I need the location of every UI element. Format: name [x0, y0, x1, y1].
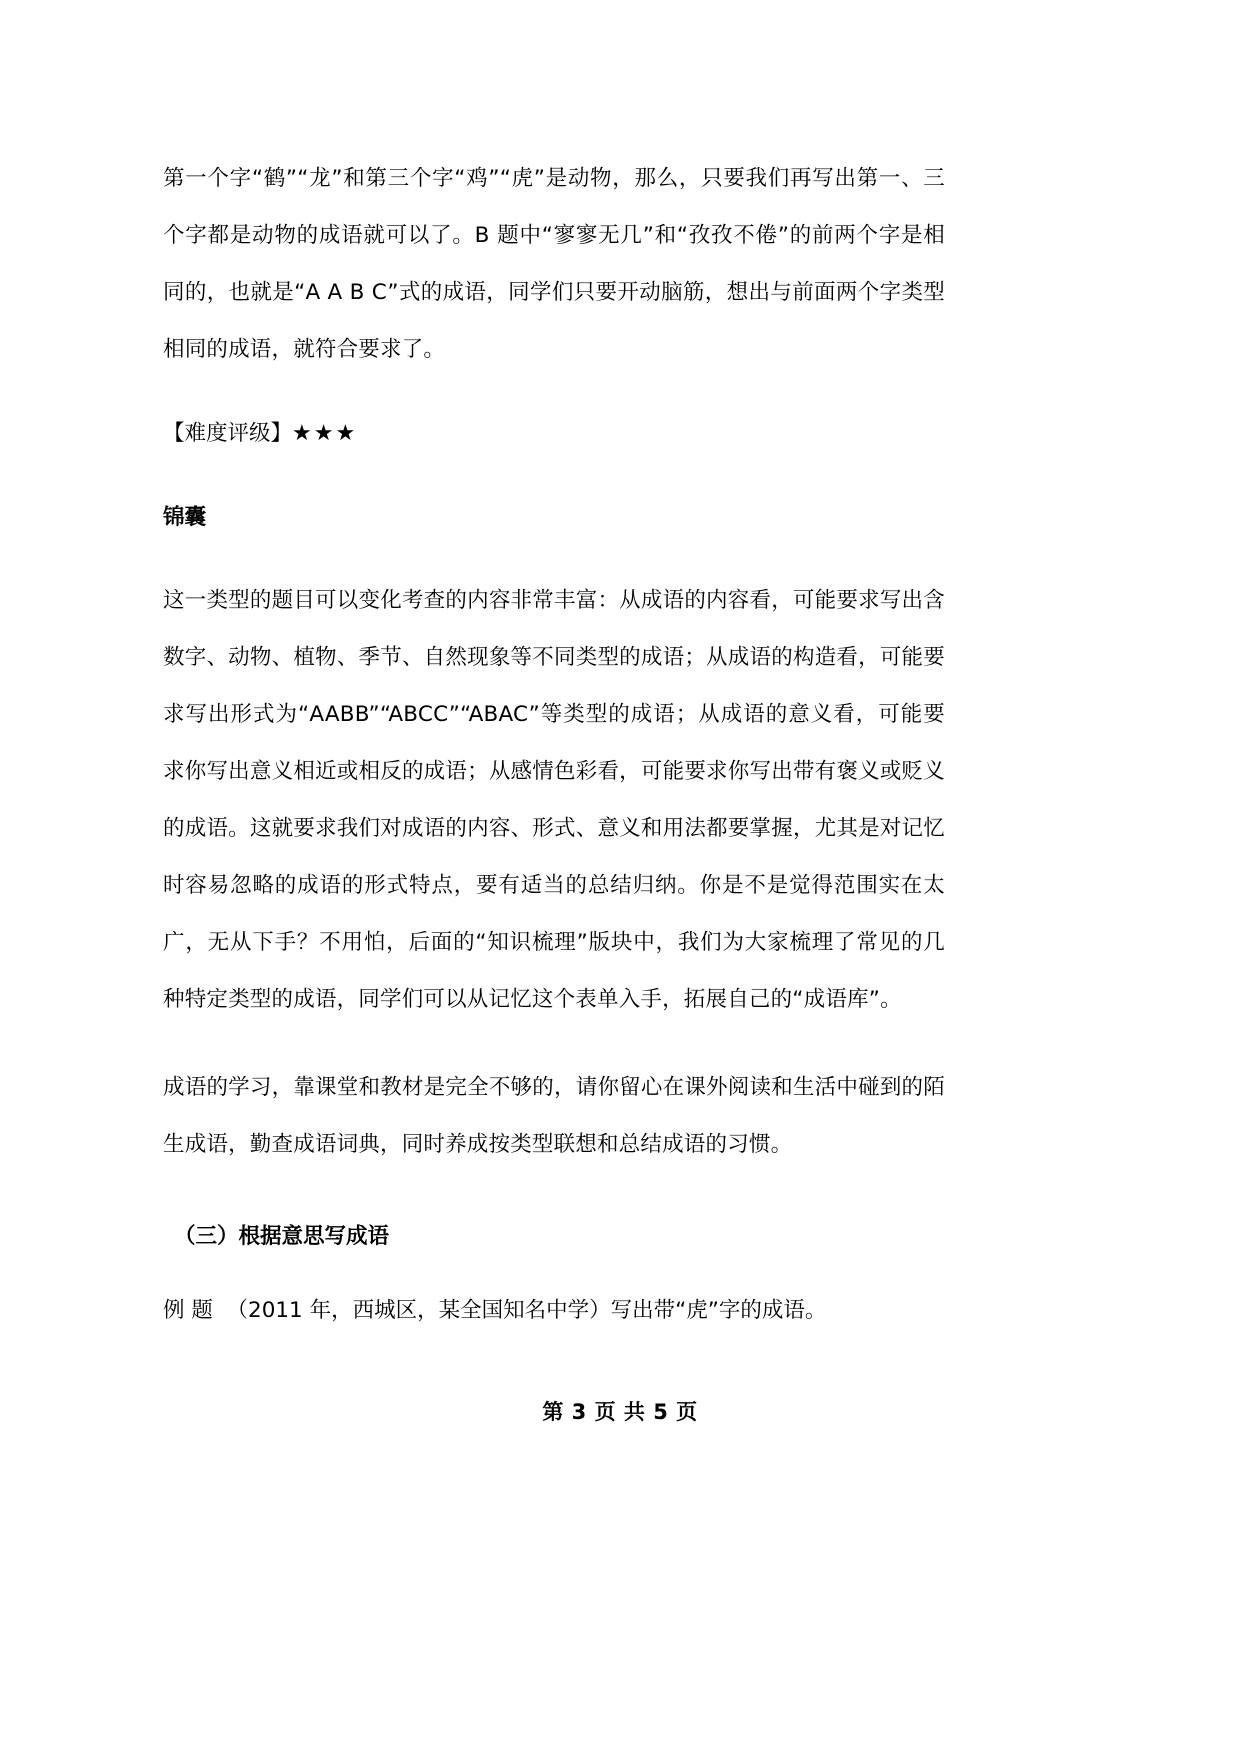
paragraph-closing: 成语的学习，靠课堂和教材是完全不够的，请你留心在课外阅读和生活中碰到的陌生成语，勤查成语词典，同时养成按类型联想和总结成语的习惯。 — [163, 1075, 945, 1157]
difficulty-rating-line — [163, 414, 945, 454]
example-question-line — [163, 1291, 945, 1331]
spacer-after-tip-heading — [163, 538, 945, 572]
difficulty-label: 【难度评级】 — [163, 421, 293, 446]
page-content — [163, 0, 945, 1331]
spacer-before-tip-heading — [163, 454, 945, 498]
difficulty-stars: ★★★ — [292, 421, 358, 446]
spacer-after-tip-body — [163, 1028, 945, 1059]
spacer-after-section-heading — [163, 1257, 945, 1291]
example-text: （2011 年，西城区，某全国知名中学）写出带“虎”字的成语。 — [226, 1298, 827, 1323]
spacer-after-analysis — [163, 378, 945, 414]
tip-heading: 锦囊 — [163, 505, 207, 530]
paragraph-analysis: 第一个字“鹤”“龙”和第三个字“鸡”“虎”是动物，那么，只要我们再写出第一、三个字都是动物的成语就可以了。B 题中“寥寥无几”和“孜孜不倦”的前两个字是相同的，也就是“A A B C”式的成语，同学们只要开动脑筋，想出与前面两个字类型相同的成语，就符合要求了。 — [163, 166, 945, 362]
page-footer: 第 3 页 共 5 页 — [542, 1400, 698, 1424]
spacer-before-section-heading — [163, 1173, 945, 1217]
example-label: 例 题 — [163, 1298, 213, 1323]
paragraph-tip-body: 这一类型的题目可以变化考查的内容非常丰富：从成语的内容看，可能要求写出含数字、动物、植物、季节、自然现象等不同类型的成语；从成语的构造看，可能要求写出形式为“AABB”“ABCC”“ABAC”等类型的成语；从成语的意义看，可能要求你写出意义相近或相反的成语；从感情色彩看，可能要求你写出带有褒义或贬义的成语。这就要求我们对成语的内容、形式、意义和用法都要掌握，尤其是对记忆时容易忽略的成语的形式特点，要有适当的总结归纳。你是不是觉得范围实在太广，无从下手？不用怕，后面的“知识梳理”版块中，我们为大家梳理了常见的几种特定类型的成语，同学们可以从记忆这个表单入手，拓展自己的“成语库”。 — [163, 588, 945, 1012]
section-heading-three: （三）根据意思写成语 — [174, 1224, 390, 1249]
top-margin-spacer — [163, 0, 945, 150]
